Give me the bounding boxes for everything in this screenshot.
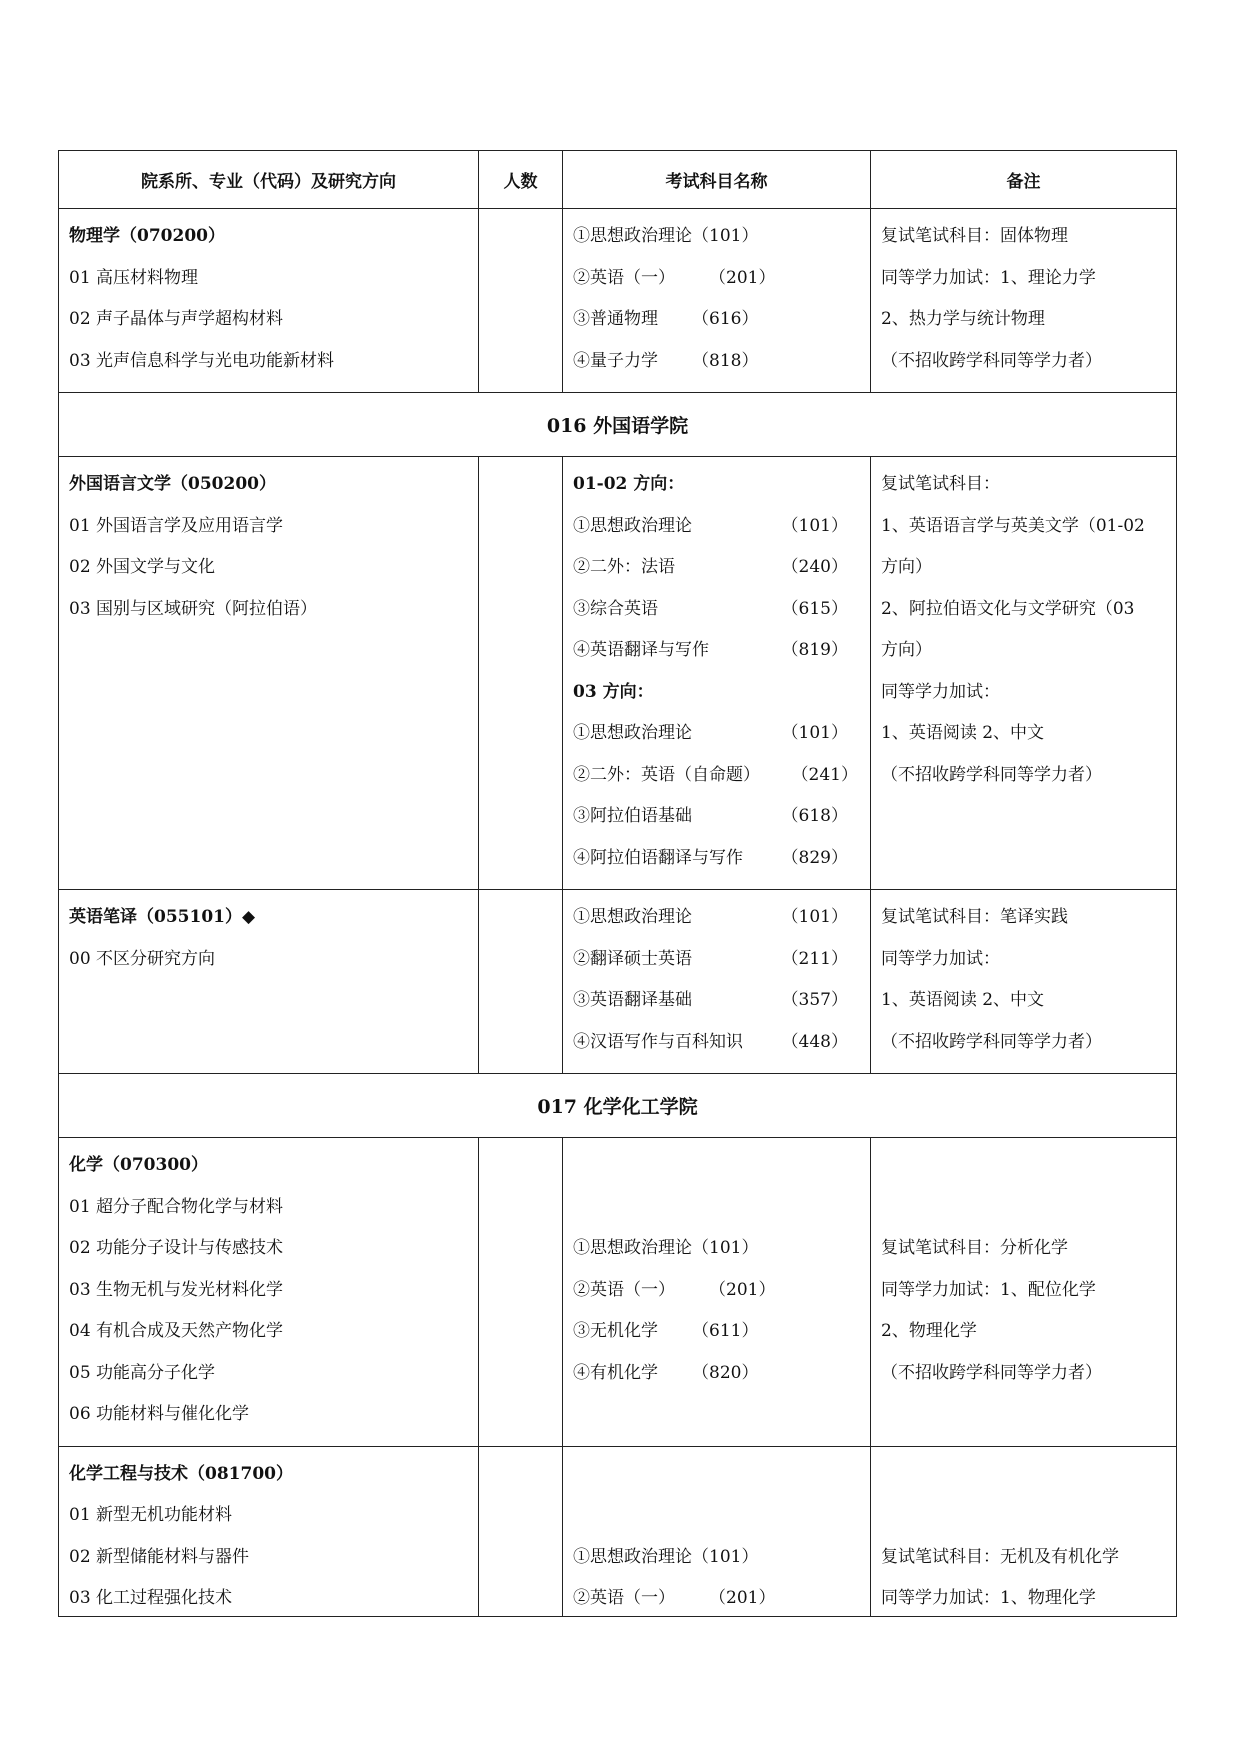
subject-group-label: 03 方向： xyxy=(573,681,654,702)
direction-item: 04 有机合成及天然产物化学 xyxy=(69,1321,284,1341)
subject-name: ③英语翻译基础 xyxy=(573,990,692,1010)
subject-item xyxy=(573,595,860,637)
subject-name: ①思想政治理论 xyxy=(573,515,692,536)
subjects-cell xyxy=(563,209,871,393)
direction-item: 01 高压材料物理 xyxy=(69,267,199,288)
header-major-direction: 院系所、专业（代码）及研究方向 xyxy=(59,151,479,209)
remark-line: （不招收跨学科同等学力者） xyxy=(881,350,1102,371)
direction-item: 03 国别与区域研究（阿拉伯语） xyxy=(69,598,318,619)
subject-code: （101） xyxy=(692,226,759,246)
subject-item xyxy=(573,903,860,945)
direction-item: 01 外国语言学及应用语言学 xyxy=(69,515,284,536)
remark-line: 复试笔试科目： xyxy=(881,474,1000,494)
college-row-016 xyxy=(59,393,1177,457)
remark-line: 复试笔试科目：分析化学 xyxy=(881,1238,1068,1258)
subjects-cell xyxy=(563,890,871,1074)
subject-name: ②英语（一） xyxy=(573,1279,675,1300)
direction-item: 06 功能材料与催化化学 xyxy=(69,1404,250,1424)
direction-item: 03 生物无机与发光材料化学 xyxy=(69,1279,284,1300)
remark-line: 复试笔试科目：无机及有机化学 xyxy=(881,1546,1119,1567)
subject-name: ②二外：法语 xyxy=(573,557,675,577)
subject-item xyxy=(573,636,860,678)
enrollment-catalog-table xyxy=(58,150,1177,1617)
subject-item xyxy=(573,264,860,306)
subject-code: （448） xyxy=(781,1031,848,1052)
direction-item: 02 外国文学与文化 xyxy=(69,557,216,577)
subject-code: （101） xyxy=(781,515,848,536)
subject-name: ①思想政治理论 xyxy=(573,723,692,743)
remark-line: 同等学力加试： xyxy=(881,681,1000,702)
remark-line: 同等学力加试：1、物理化学 xyxy=(881,1588,1096,1608)
subject-item xyxy=(573,1317,860,1359)
subject-name: ④英语翻译与写作 xyxy=(573,640,709,660)
table-row-chemical-engineering xyxy=(59,1446,1177,1617)
major-name: 化学工程与技术（081700） xyxy=(69,1463,293,1484)
table-row-chemistry xyxy=(59,1138,1177,1447)
subjects-cell xyxy=(563,1138,871,1447)
subject-item xyxy=(573,553,860,595)
table-row-physics xyxy=(59,209,1177,393)
major-cell xyxy=(59,1138,479,1447)
major-name: 外国语言文学（050200） xyxy=(69,474,276,494)
direction-item: 02 声子晶体与声学超构材料 xyxy=(69,309,284,329)
remarks-cell xyxy=(871,457,1177,890)
remark-line: 同等学力加试： xyxy=(881,948,1000,969)
subject-code: （241） xyxy=(791,764,858,785)
direction-item: 00 不区分研究方向 xyxy=(69,948,216,969)
remarks-cell xyxy=(871,209,1177,393)
subject-item xyxy=(573,761,860,803)
subject-item xyxy=(573,1234,860,1276)
major-cell xyxy=(59,890,479,1074)
table-header-row xyxy=(59,151,1177,209)
college-title: 016 外国语学院 xyxy=(59,393,1177,457)
subject-name: ②二外：英语（自命题） xyxy=(573,764,760,785)
subject-name: ④量子力学 xyxy=(573,350,658,371)
subject-item xyxy=(573,1359,860,1401)
subject-code: （829） xyxy=(781,847,848,868)
major-name: 英语笔译（055101）◆ xyxy=(69,907,256,927)
subject-item xyxy=(573,1543,860,1585)
subject-item xyxy=(573,1584,860,1612)
direction-item: 03 光声信息科学与光电功能新材料 xyxy=(69,350,335,371)
subject-code: （820） xyxy=(692,1362,759,1383)
subject-code: （240） xyxy=(781,557,848,577)
subject-item xyxy=(573,1276,860,1318)
remark-line: （不招收跨学科同等学力者） xyxy=(881,1031,1102,1052)
subject-name: ③无机化学 xyxy=(573,1321,658,1341)
quota-cell xyxy=(479,890,563,1074)
subject-code: （101） xyxy=(692,1546,759,1567)
remark-line: 2、阿拉伯语文化与文学研究（03 xyxy=(881,598,1135,619)
quota-cell xyxy=(479,209,563,393)
header-quota: 人数 xyxy=(479,151,563,209)
subject-code: （611） xyxy=(692,1321,759,1341)
subject-item xyxy=(573,347,860,389)
remarks-cell xyxy=(871,1138,1177,1447)
remark-line: 2、物理化学 xyxy=(881,1321,977,1341)
subject-item xyxy=(573,222,860,264)
table-row-foreign-literature xyxy=(59,457,1177,890)
subject-name: ①思想政治理论 xyxy=(573,1238,692,1258)
subject-code: （201） xyxy=(709,1588,776,1608)
major-cell xyxy=(59,457,479,890)
subject-item xyxy=(573,719,860,761)
subject-code: （201） xyxy=(709,267,776,288)
subject-code: （357） xyxy=(781,990,848,1010)
quota-cell xyxy=(479,1138,563,1447)
direction-item: 02 新型储能材料与器件 xyxy=(69,1546,250,1567)
subject-name: ①思想政治理论 xyxy=(573,907,692,927)
subject-name: ③综合英语 xyxy=(573,598,658,619)
subject-code: （201） xyxy=(709,1279,776,1300)
subject-name: ②英语（一） xyxy=(573,267,675,288)
remark-line: 复试笔试科目：笔译实践 xyxy=(881,907,1068,927)
direction-item: 01 新型无机功能材料 xyxy=(69,1505,233,1525)
header-exam-subjects: 考试科目名称 xyxy=(563,151,871,209)
subject-code: （819） xyxy=(781,640,848,660)
direction-item: 02 功能分子设计与传感技术 xyxy=(69,1238,284,1258)
subject-code: （618） xyxy=(781,806,848,826)
college-title: 017 化学化工学院 xyxy=(59,1074,1177,1138)
subject-name: ②英语（一） xyxy=(573,1588,675,1608)
subject-name: ③阿拉伯语基础 xyxy=(573,806,692,826)
subject-item xyxy=(573,986,860,1028)
subject-item xyxy=(573,305,860,347)
subjects-cell xyxy=(563,457,871,890)
major-cell xyxy=(59,209,479,393)
remark-line: 同等学力加试：1、理论力学 xyxy=(881,267,1096,288)
subject-name: ①思想政治理论 xyxy=(573,1546,692,1567)
subject-code: （211） xyxy=(781,948,848,969)
table-row-english-translation xyxy=(59,890,1177,1074)
remark-line: 方向） xyxy=(881,557,932,577)
major-name: 物理学（070200） xyxy=(69,226,225,246)
subject-code: （101） xyxy=(692,1238,759,1258)
subject-item xyxy=(573,512,860,554)
direction-item: 01 超分子配合物化学与材料 xyxy=(69,1196,284,1217)
subject-code: （818） xyxy=(692,350,759,371)
college-row-017 xyxy=(59,1074,1177,1138)
remark-line: （不招收跨学科同等学力者） xyxy=(881,1362,1102,1383)
remark-line: 1、英语语言学与英美文学（01-02 xyxy=(881,515,1145,536)
remark-line: 2、热力学与统计物理 xyxy=(881,309,1045,329)
subject-name: ④阿拉伯语翻译与写作 xyxy=(573,847,743,868)
subject-code: （101） xyxy=(781,907,848,927)
major-name: 化学（070300） xyxy=(69,1155,208,1175)
quota-cell xyxy=(479,1446,563,1617)
remarks-cell xyxy=(871,1446,1177,1617)
subject-item xyxy=(573,844,860,886)
remark-line: 1、英语阅读 2、中文 xyxy=(881,990,1045,1010)
subject-item xyxy=(573,1028,860,1070)
subject-name: ③普通物理 xyxy=(573,309,658,329)
remark-line: 方向） xyxy=(881,640,932,660)
remarks-cell xyxy=(871,890,1177,1074)
subject-name: ②翻译硕士英语 xyxy=(573,948,692,969)
subject-name: ④汉语写作与百科知识 xyxy=(573,1031,743,1052)
subject-code: （615） xyxy=(781,598,848,619)
header-remarks: 备注 xyxy=(871,151,1177,209)
remark-line: 复试笔试科目：固体物理 xyxy=(881,226,1068,246)
subject-group-label: 01-02 方向： xyxy=(573,474,685,494)
subjects-cell xyxy=(563,1446,871,1617)
subject-item xyxy=(573,802,860,844)
major-cell xyxy=(59,1446,479,1617)
remark-line: 同等学力加试：1、配位化学 xyxy=(881,1279,1096,1300)
subject-name: ④有机化学 xyxy=(573,1362,658,1383)
remark-line: （不招收跨学科同等学力者） xyxy=(881,764,1102,785)
remark-line: 1、英语阅读 2、中文 xyxy=(881,723,1045,743)
subject-code: （101） xyxy=(781,723,848,743)
direction-item: 05 功能高分子化学 xyxy=(69,1362,216,1383)
direction-item: 03 化工过程强化技术 xyxy=(69,1588,233,1608)
subject-code: （616） xyxy=(692,309,759,329)
quota-cell xyxy=(479,457,563,890)
subject-item xyxy=(573,945,860,987)
subject-name: ①思想政治理论 xyxy=(573,226,692,246)
